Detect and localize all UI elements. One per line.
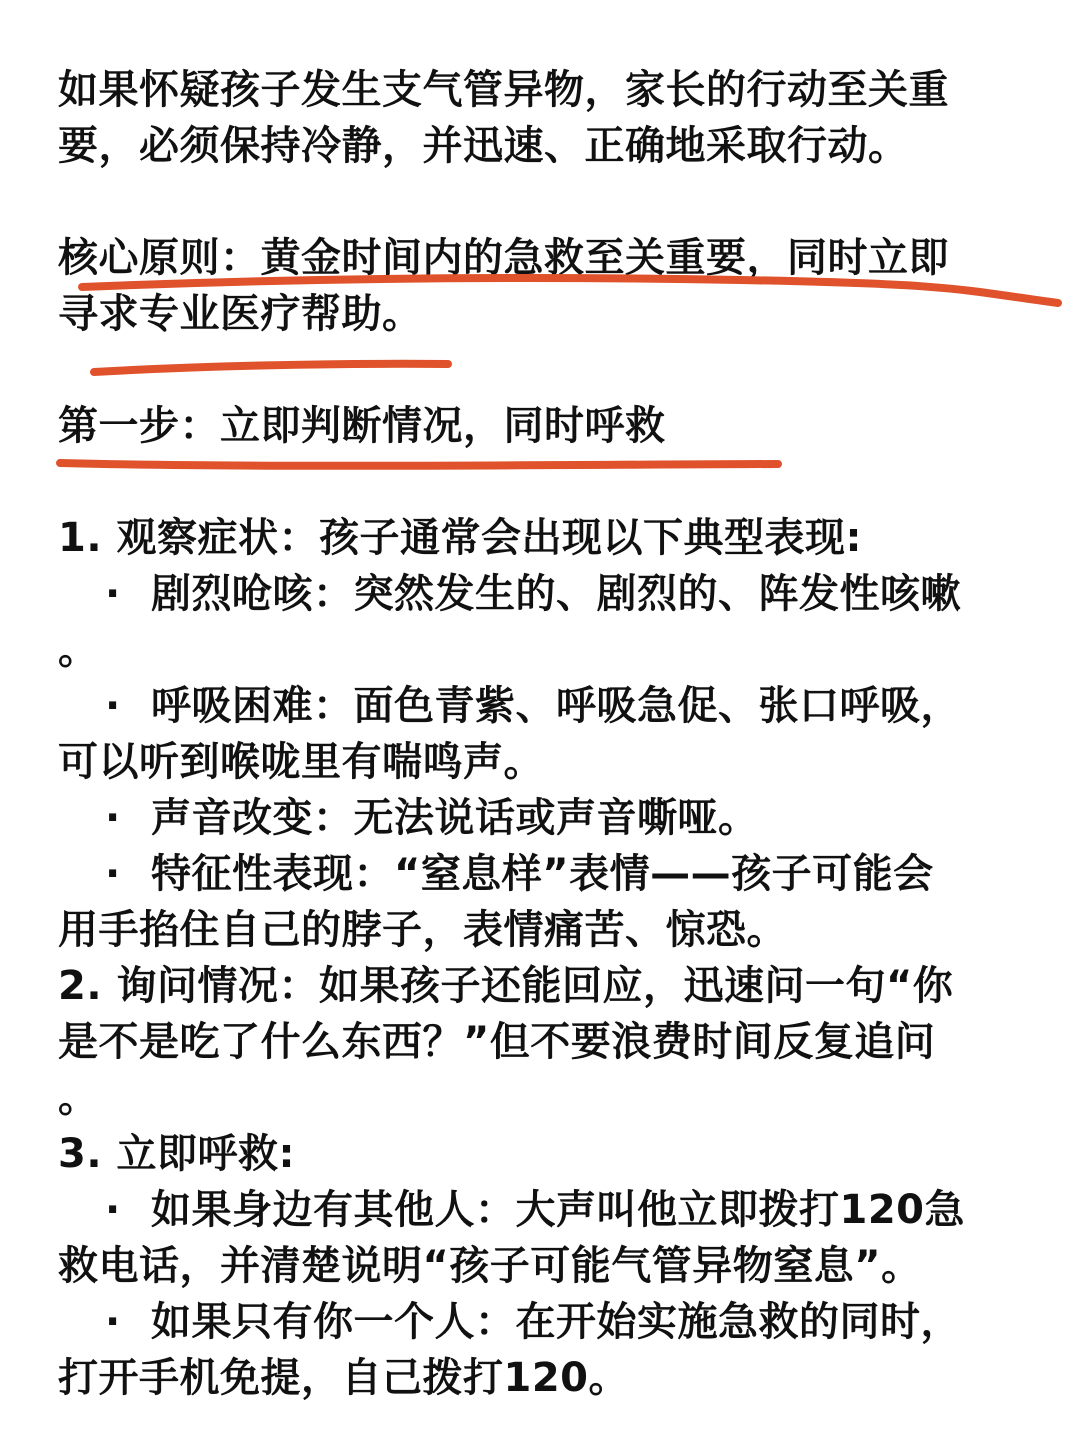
item3-bullet2-line1: · 如果只有你一个人：在开始实施急救的同时， bbox=[105, 1294, 961, 1350]
item2-line-1: 2. 询问情况：如果孩子还能回应，迅速问一句“你 bbox=[58, 963, 954, 1009]
item1-bullet4-line1: · 特征性表现：“窒息样”表情——孩子可能会 bbox=[105, 846, 934, 902]
item1-bullet4-line2: 用手掐住自己的脖子，表情痛苦、惊恐。 bbox=[58, 907, 787, 953]
intro-line-1: 如果怀疑孩子发生支气管异物，家长的行动至关重 bbox=[58, 67, 949, 113]
bullet-dot: · bbox=[105, 1187, 121, 1233]
item3-bullet2-line2: 打开手机免提，自己拨打120。 bbox=[58, 1355, 629, 1401]
bullet-dot: · bbox=[105, 851, 121, 897]
underline-core-principle-line2 bbox=[94, 364, 448, 372]
item1-bullet3-line1: · 声音改变：无法说话或声音嘶哑。 bbox=[105, 790, 759, 846]
item2-line-2: 是不是吃了什么东西？”但不要浪费时间反复追问 bbox=[58, 1019, 936, 1065]
item1-bullet2-line1: · 呼吸困难：面色青紫、呼吸急促、张口呼吸， bbox=[105, 678, 961, 734]
item1-heading: 1. 观察症状：孩子通常会出现以下典型表现: bbox=[58, 515, 862, 561]
item3-bullet1-line2: 救电话，并清楚说明“孩子可能气管异物窒息”。 bbox=[58, 1243, 922, 1289]
item2-line-3: 。 bbox=[58, 1075, 99, 1121]
bullet-dot: · bbox=[105, 683, 121, 729]
item1-bullet2-line2: 可以听到喉咙里有喘鸣声。 bbox=[58, 739, 544, 785]
item1-bullet1-line2: 。 bbox=[58, 627, 99, 673]
underline-step-one bbox=[60, 463, 778, 466]
core-principle-line-1: 核心原则：黄金时间内的急救至关重要，同时立即 bbox=[58, 235, 949, 281]
bullet-dot: · bbox=[105, 795, 121, 841]
step-one-heading: 第一步：立即判断情况，同时呼救 bbox=[58, 403, 666, 449]
item3-bullet1-line1: · 如果身边有其他人：大声叫他立即拨打120急 bbox=[105, 1182, 965, 1238]
intro-line-2: 要，必须保持冷静，并迅速、正确地采取行动。 bbox=[58, 123, 909, 169]
bullet-dot: · bbox=[105, 571, 121, 617]
core-principle-line-2: 寻求专业医疗帮助。 bbox=[58, 291, 423, 337]
item3-heading: 3. 立即呼救: bbox=[58, 1131, 295, 1177]
bullet-dot: · bbox=[105, 1299, 121, 1345]
item1-bullet1-line1: · 剧烈呛咳：突然发生的、剧烈的、阵发性咳嗽 bbox=[105, 566, 961, 622]
